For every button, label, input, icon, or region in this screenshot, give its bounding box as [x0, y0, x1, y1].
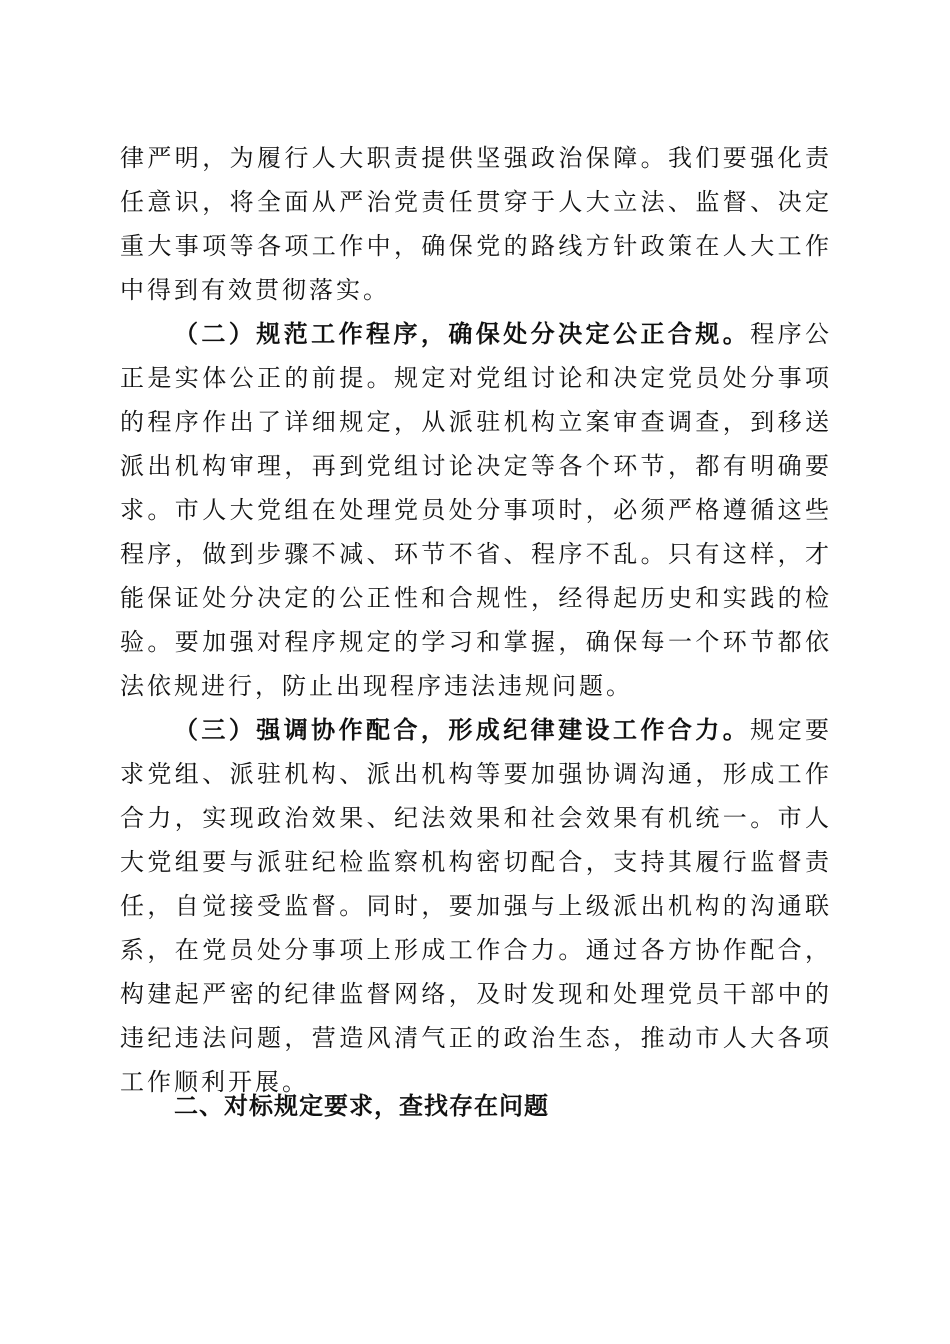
paragraph-procedure: [120, 312, 832, 708]
paragraph-text: 律严明，为履行人大职责提供坚强政治保障。我们要强化责任意识，将全面从严治党责任贯穿于人大立法、监督、决定重大事项等各项工作中，确保党的路线方针政策在人大工作中得到有效贯彻落实。: [120, 144, 832, 304]
paragraph-text: 规定要求党组、派驻机构、派出机构等要加强协调沟通，形成工作合力，实现政治效果、纪法效果和社会效果有机统一。市人大党组要与派驻纪检监察机构密切配合，支持其履行监督责任，自觉接受监督。同时，要加强与上级派出机构的沟通联系，在党员处分事项上形成工作合力。通过各方协作配合，构建起严密的纪律监督网络，及时发现和处理党员干部中的违纪违法问题，营造风清气正的政治生态，推动市人大各项工作顺利开展。: [120, 716, 833, 1096]
section-heading: 二、对标规定要求，查找存在问题: [174, 1092, 549, 1120]
paragraph-text: 程序公正是实体公正的前提。规定对党组讨论和决定党员处分事项的程序作出了详细规定，从派驻机构立案审查调查，到移送派出机构审理，再到党组讨论决定等各个环节，都有明确要求。市人大党组在处理党员处分事项时，必须严格遵循这些程序，做到步骤不减、环节不省、程序不乱。只有这样，才能保证处分决定的公正性和合规性，经得起历史和实践的检验。要加强对程序规定的学习和掌握，确保每一个环节都依法依规进行，防止出现程序违法违规问题。: [120, 320, 833, 700]
paragraph-continuation: [120, 136, 832, 312]
paragraph-cooperation: [120, 708, 832, 1104]
paragraph-lead: （三）强调协作配合，形成纪律建设工作合力。: [174, 715, 751, 744]
document-body: [120, 136, 832, 1104]
paragraph-lead: （二）规范工作程序，确保处分决定公正合规。: [174, 319, 751, 348]
